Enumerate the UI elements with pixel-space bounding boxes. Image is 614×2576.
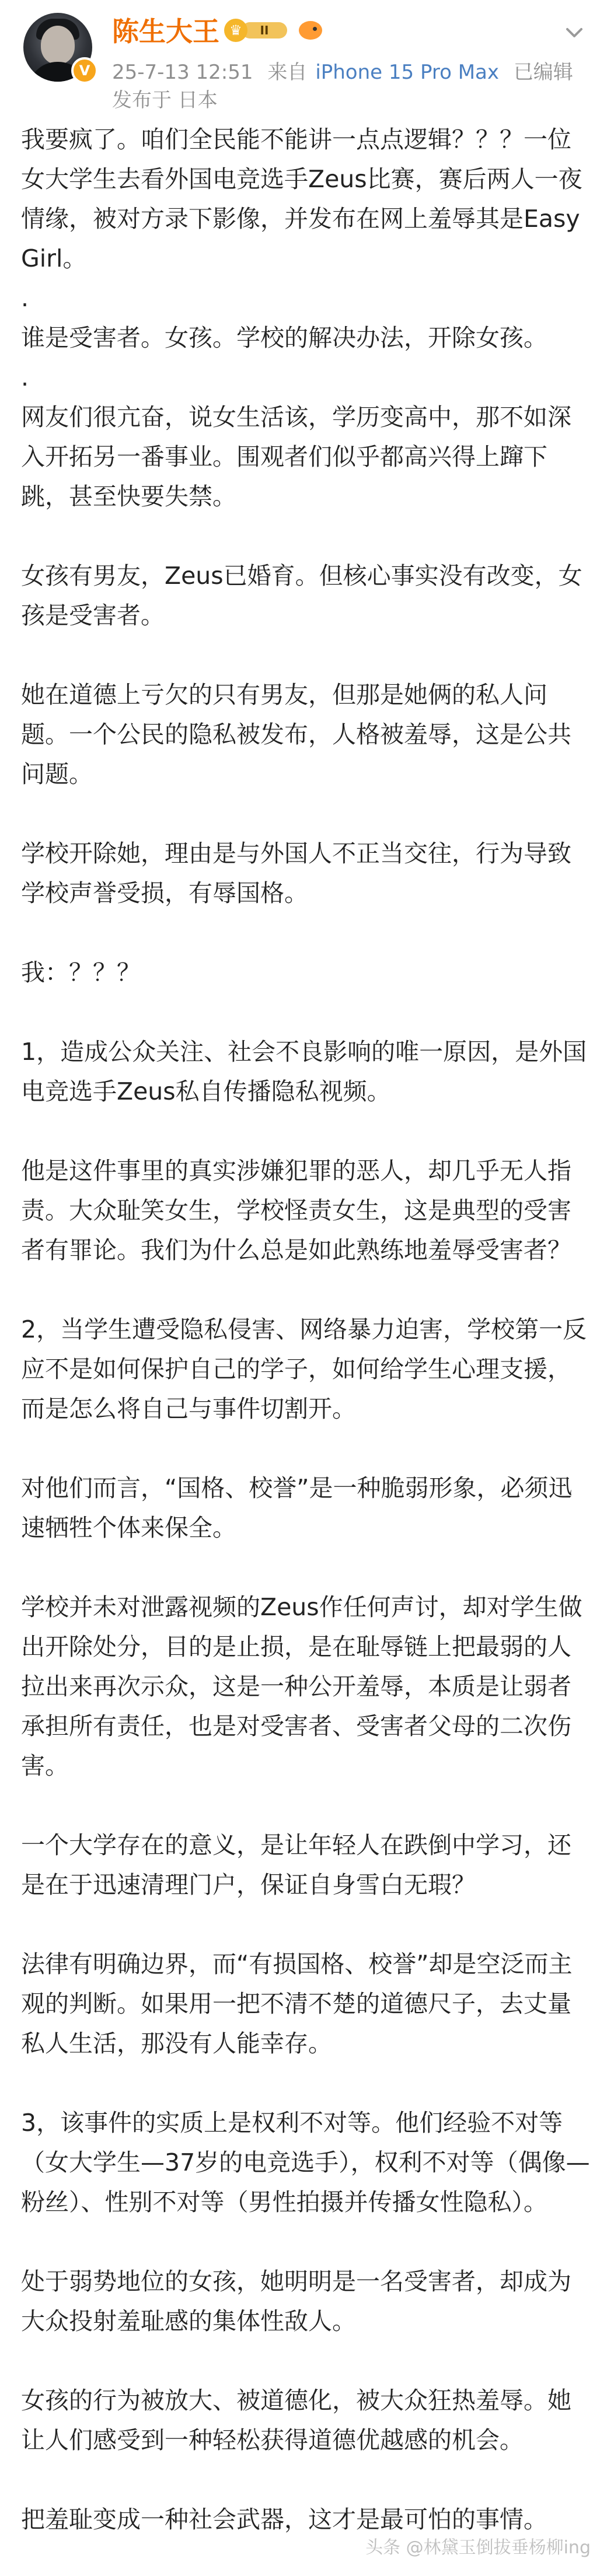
vip-level: II	[242, 22, 287, 38]
body-paragraph: 把羞耻变成一种社会武器，这才是最可怕的事情。	[21, 2505, 547, 2533]
body-paragraph: 学校并未对泄露视频的Zeus作任何声讨，却对学生做出开除处分，目的是止损，是在耻辱链上把最弱的人拉出来再次示众，这是一种公开羞辱，本质是让弱者承担所有责任，也是对受害者、受害者父母的二次伤害。	[21, 1593, 582, 1780]
body-paragraph: 谁是受害者。女孩。学校的解决办法，开除女孩。	[21, 324, 547, 352]
body-paragraph: 法律有明确边界，而“有损国格、校誉”却是空泛而主观的判断。如果用一把不清不楚的道德尺子，去丈量私人生活，那没有人能幸存。	[21, 1950, 573, 2057]
body-paragraph: 1，造成公众关注、社会不良影响的唯一原因，是外国电竞选手Zeus私自传播隐私视频。	[21, 1038, 587, 1105]
post-meta	[112, 56, 581, 85]
paragraph-gap	[21, 2341, 593, 2381]
paragraph-gap	[21, 2222, 593, 2262]
fish-eye	[313, 27, 317, 31]
paragraph-gap	[21, 794, 593, 834]
body-paragraph: 我：？？？	[21, 958, 141, 986]
post-header	[0, 0, 614, 117]
paragraph-gap	[21, 1270, 593, 1310]
body-paragraph: 我要疯了。咱们全民能不能讲一点点逻辑？？？一位女大学生去看外国电竞选手Zeus比赛，赛后两人一夜情缘，被对方录下影像，并发布在网上羞辱其是Easy Girl。	[21, 125, 582, 272]
paragraph-gap	[21, 635, 593, 675]
fish-body	[299, 21, 322, 40]
body-paragraph: .	[21, 284, 29, 312]
paragraph-gap	[21, 1786, 593, 1825]
post-timestamp: 25-7-13 12:51	[112, 61, 253, 84]
body-paragraph: 学校开除她，理由是与外国人不正当交往，行为导致学校声誉受损，有辱国格。	[21, 839, 571, 907]
body-paragraph: 对他们而言，“国格、校誉”是一种脆弱形象，必须迅速牺牲个体来保全。	[21, 1474, 573, 1542]
body-paragraph: 网友们很亢奋，说女生活该，学历变高中，那不如深入开拓另一番事业。围观者们似乎都高兴得上蹿下跳，甚至快要失禁。	[21, 403, 571, 510]
body-paragraph: .	[21, 363, 29, 391]
source-prefix: 来自	[267, 61, 308, 84]
author-name[interactable]: 陈生大王	[112, 16, 219, 47]
body-paragraph: 3，该事件的实质上是权利不对等。他们经验不对等（女大学生—37岁的电竞选手），权利不对等（偶像—粉丝）、性别不对等（男性拍摄并传播女性隐私）。	[21, 2109, 590, 2216]
body-paragraph: 2，当学生遭受隐私侵害、网络暴力迫害，学校第一反应不是如何保护自己的学子，如何给学生心理支援，而是怎么将自己与事件切割开。	[21, 1315, 587, 1423]
edited-label[interactable]: 已编辑	[513, 61, 573, 84]
paragraph-gap	[21, 2063, 593, 2103]
body-paragraph: 女孩的行为被放大、被道德化，被大众狂热羞辱。她让人们感受到一种轻松获得道德优越感的机会。	[21, 2386, 571, 2454]
vip-badge[interactable]	[224, 19, 289, 42]
device-link[interactable]: iPhone 15 Pro Max	[315, 61, 499, 84]
post-body	[21, 120, 593, 2539]
verified-v-icon: V	[71, 57, 98, 84]
chevron-down-icon[interactable]	[563, 21, 586, 44]
body-paragraph: 女孩有男友，Zeus已婚育。但核心事实没有改变，女孩是受害者。	[21, 562, 582, 629]
paragraph-gap	[21, 1111, 593, 1151]
body-paragraph: 她在道德上亏欠的只有男友，但那是她俩的私人问题。一个公民的隐私被发布，人格被羞辱，这是公共问题。	[21, 681, 571, 788]
paragraph-gap	[21, 913, 593, 953]
paragraph-gap	[21, 1429, 593, 1468]
paragraph-gap	[21, 516, 593, 556]
avatar-face	[41, 26, 75, 64]
body-paragraph: 他是这件事里的真实涉嫌犯罪的恶人，却几乎无人指责。大众耻笑女生，学校怪责女生，这是典型的受害者有罪论。我们为什么总是如此熟练地羞辱受害者？	[21, 1157, 571, 1264]
body-paragraph: 一个大学存在的意义，是让年轻人在跌倒中学习，还是在于迅速清理门户，保证自身雪白无瑕？	[21, 1831, 571, 1899]
paragraph-gap	[21, 1548, 593, 1587]
post-location: 发布于 日本	[112, 89, 218, 112]
paragraph-gap	[21, 992, 593, 1032]
paragraph-gap	[21, 1905, 593, 1944]
body-paragraph: 处于弱势地位的女孩，她明明是一名受害者，却成为大众投射羞耻感的集体性敌人。	[21, 2267, 571, 2335]
crown-icon: ♛	[224, 19, 247, 42]
paragraph-gap	[21, 2460, 593, 2500]
fish-badge-icon[interactable]	[298, 16, 326, 43]
watermark: 头条 @林黛玉倒拔垂杨柳ing	[365, 2538, 591, 2558]
